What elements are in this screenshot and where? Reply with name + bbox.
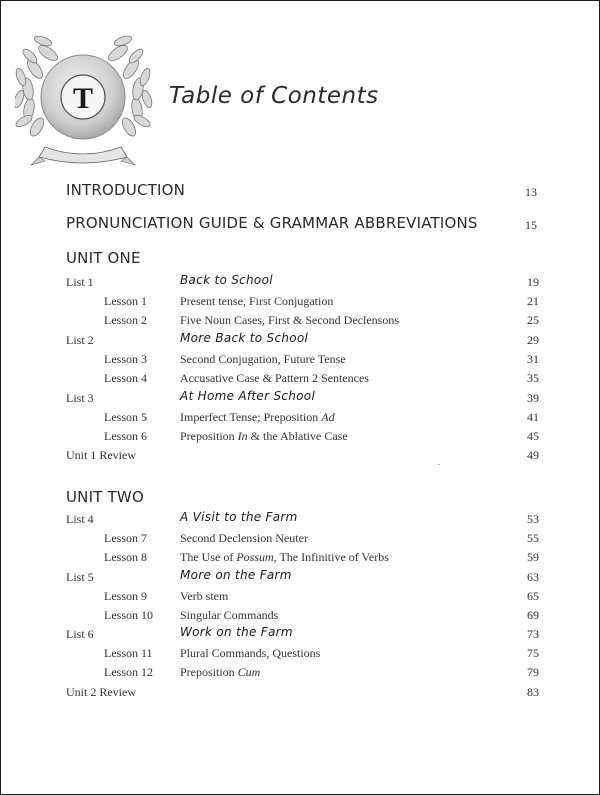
toc-row-lesson-1 [1,294,600,312]
lesson-label: Lesson 3 [104,352,147,366]
page-title: Table of Contents [169,83,379,109]
page-number: 59 [527,550,539,564]
page-number: 19 [527,275,539,289]
lesson-topic: Plural Commands, Questions [180,646,321,660]
toc-row-lesson-3 [1,352,600,370]
list-label: List 1 [66,275,94,289]
lesson-topic: Present tense, First Conjugation [180,294,334,308]
section-introduction: INTRODUCTION [66,181,186,199]
lesson-topic: Five Noun Cases, First & Second Declensons [180,313,399,327]
lesson-label: Lesson 7 [104,531,147,545]
page-number: 41 [527,410,539,424]
page-number: 83 [527,685,539,699]
list-label: List 6 [66,627,94,641]
toc-row-lesson-11 [1,646,600,664]
unit-one-heading: UNIT ONE [66,249,141,267]
lesson-label: Lesson 9 [104,589,147,603]
section-introduction-page: 13 [525,185,537,199]
lesson-topic: Imperfect Tense; Preposition Ad [180,410,335,424]
list-title: More on the Farm [180,568,292,582]
lesson-label: Lesson 8 [104,550,147,564]
list-title: Work on the Farm [180,625,293,639]
page-number: 31 [527,352,539,366]
toc-row-lesson-5 [1,410,600,428]
toc-row-lesson-7 [1,531,600,549]
laurel-emblem-icon [15,29,153,169]
toc-row-lesson-2 [1,313,600,331]
lesson-label: Lesson 12 [104,665,153,679]
unit-two-heading: UNIT TWO [66,488,144,506]
lesson-label: Lesson 11 [104,646,153,660]
lesson-label: Lesson 5 [104,410,147,424]
toc-row-unit-2-review [1,685,600,703]
list-title: A Visit to the Farm [180,510,298,524]
toc-row-lesson-9 [1,589,600,607]
list-label: List 3 [66,391,94,405]
toc-row-lesson-6 [1,429,600,447]
toc-row-list-3 [1,391,600,409]
lesson-label: Lesson 4 [104,371,147,385]
emblem-letter: T [72,82,94,115]
toc-row-lesson-12 [1,665,600,683]
page-number: 39 [527,391,539,405]
page-number: 49 [527,448,539,462]
toc-row-list-2 [1,333,600,351]
lesson-label: Lesson 10 [104,608,153,622]
toc-row-unit-1-review [1,448,600,466]
page-number: 63 [527,570,539,584]
lesson-topic: Second Declension Neuter [180,531,308,545]
list-label: List 2 [66,333,94,347]
list-label: List 4 [66,512,94,526]
section-pronunciation-guide-page: 15 [525,218,537,232]
list-title: More Back to School [180,331,309,345]
page-number: 45 [527,429,539,443]
page-number: 75 [527,646,539,660]
lesson-topic: Second Conjugation, Future Tense [180,352,346,366]
toc-row-list-6 [1,627,600,645]
toc-row-lesson-4 [1,371,600,389]
lesson-topic: The Use of Possum, The Infinitive of Verbs [180,550,389,564]
page-number: 29 [527,333,539,347]
toc-row-list-1 [1,275,600,293]
list-title: Back to School [180,273,273,287]
page-number: 69 [527,608,539,622]
page-number: 65 [527,589,539,603]
review-label: Unit 1 Review [66,448,136,462]
page-number: 55 [527,531,539,545]
lesson-label: Lesson 2 [104,313,147,327]
list-label: List 5 [66,570,94,584]
section-pronunciation-guide: PRONUNCIATION GUIDE & GRAMMAR ABBREVIATIONS [66,214,478,232]
print-speck [438,464,440,465]
lesson-topic: Verb stem [180,589,229,603]
lesson-topic: Preposition In & the Ablative Case [180,429,348,443]
page-number: 53 [527,512,539,526]
toc-row-list-5 [1,570,600,588]
lesson-label: Lesson 6 [104,429,147,443]
toc-row-list-4 [1,512,600,530]
toc-row-lesson-8 [1,550,600,568]
page-number: 21 [527,294,539,308]
toc-row-lesson-10 [1,608,600,626]
lesson-topic: Accusative Case & Pattern 2 Sentences [180,371,369,385]
lesson-topic: Singular Commands [180,608,279,622]
page-number: 73 [527,627,539,641]
lesson-topic: Preposition Cum [180,665,261,679]
lesson-label: Lesson 1 [104,294,147,308]
page-number: 79 [527,665,539,679]
list-title: At Home After School [180,389,316,403]
review-label: Unit 2 Review [66,685,136,699]
page-number: 25 [527,313,539,327]
page-number: 35 [527,371,539,385]
